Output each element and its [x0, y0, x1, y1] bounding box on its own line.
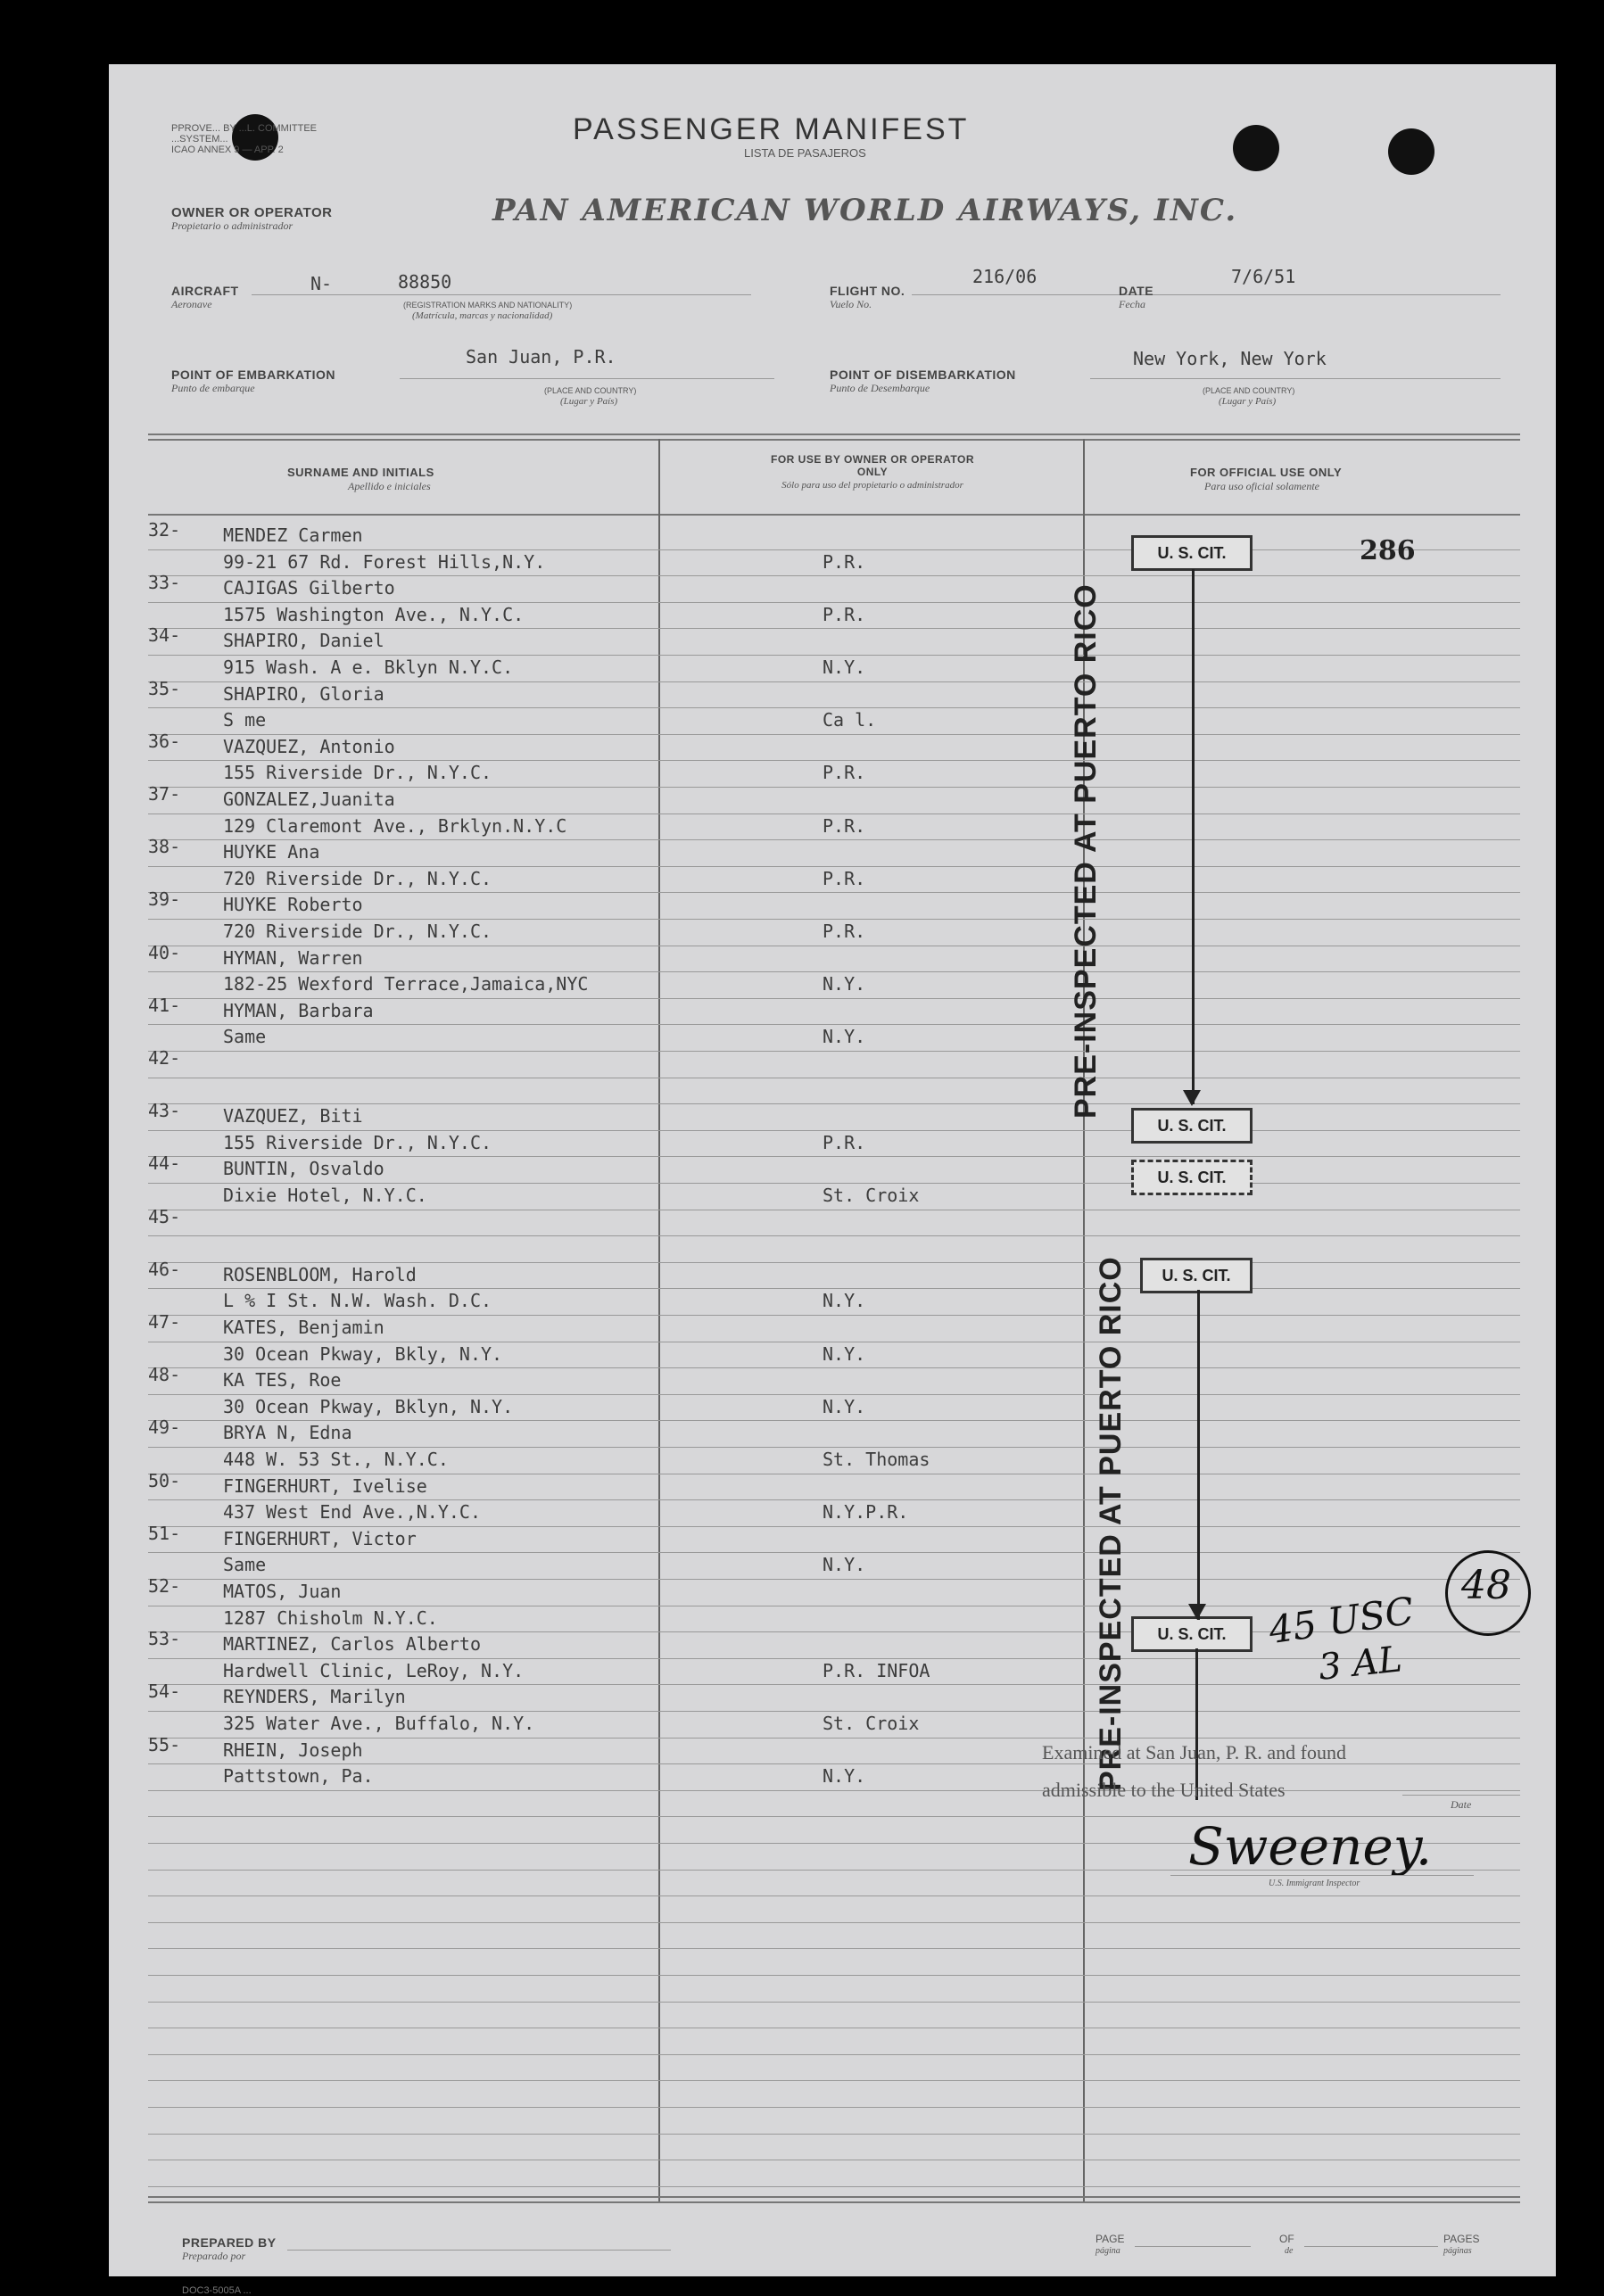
disembarkation-value: New York, New York — [1133, 348, 1327, 369]
operator-use-value: N.Y. — [823, 1554, 866, 1576]
rule-line — [148, 1447, 1520, 1448]
aircraft-label: AIRCRAFT — [171, 284, 239, 298]
flight-label: FLIGHT NO. — [830, 284, 905, 298]
embarkation-value: San Juan, P.R. — [466, 346, 616, 368]
rule-line — [148, 1156, 1520, 1157]
rule-line — [148, 1051, 1520, 1052]
embarkation-label-es: Punto de embarque — [171, 382, 255, 394]
passenger-name: FINGERHURT, Victor — [223, 1527, 417, 1549]
passenger-name: HUYKE Roberto — [223, 894, 363, 916]
embarkation-label: POINT OF EMBARKATION — [171, 368, 335, 382]
passenger-address: 720 Riverside Dr., N.Y.C. — [223, 921, 492, 942]
aircraft-prefix: N- — [310, 273, 333, 294]
document-title: PASSENGER MANIFEST — [573, 112, 970, 146]
row-number: 47- — [148, 1311, 181, 1333]
passenger-name: BRYA N, Edna — [223, 1422, 352, 1444]
passenger-name: GONZALEZ,Juanita — [223, 789, 395, 810]
owner-label-es: Propietario o administrador — [171, 219, 294, 232]
rule-line — [148, 1024, 1520, 1025]
passenger-name: RHEIN, Joseph — [223, 1739, 363, 1761]
rule-line — [148, 628, 1520, 629]
passenger-address: 155 Riverside Dr., N.Y.C. — [223, 762, 492, 784]
rule-line — [148, 1288, 1520, 1289]
passenger-address: Pattstown, Pa. — [223, 1765, 374, 1788]
arrow-line-1 — [1192, 569, 1195, 1104]
passenger-address: 1575 Washington Ave., N.Y.C. — [223, 603, 525, 625]
passenger-address: Dixie Hotel, N.Y.C. — [223, 1185, 427, 1206]
rule-line — [148, 1790, 1520, 1791]
passenger-address: 30 Ocean Pkway, Bkly, N.Y. — [223, 1342, 503, 1365]
arrow-head-2 — [1188, 1604, 1206, 1620]
arrow-head-1 — [1183, 1090, 1201, 1106]
row-number: 38- — [148, 836, 181, 858]
rule-line — [148, 1526, 1520, 1527]
operator-use-value: St. Croix — [823, 1713, 920, 1734]
row-number: 52- — [148, 1575, 181, 1597]
passenger-address: S me — [223, 709, 267, 731]
operator-use-value: N.Y. — [823, 1342, 866, 1365]
rule-line — [148, 892, 1520, 893]
passenger-address: 437 West End Ave.,N.Y.C. — [223, 1501, 481, 1524]
pages-label: PAGES — [1443, 2233, 1480, 2245]
disembark-place-note: (PLACE AND COUNTRY) — [1203, 386, 1295, 395]
rule-line — [148, 2002, 1520, 2003]
pages-label-es: páginas — [1443, 2246, 1472, 2256]
operator-use-value: N.Y.P.R. — [823, 1501, 909, 1524]
embark-place-note-es: (Lugar y País) — [560, 396, 618, 407]
row-number: 51- — [148, 1522, 181, 1544]
col-header-surname-es: Apellido e iniciales — [348, 480, 431, 492]
operator-use-value: N.Y. — [823, 1026, 866, 1048]
rule-line — [148, 1262, 1520, 1263]
inspector-label: U.S. Immigrant Inspector — [1269, 1879, 1360, 1888]
us-cit-stamp-5: U. S. CIT. — [1131, 1616, 1253, 1652]
document-subtitle: LISTA DE PASAJEROS — [744, 146, 866, 160]
row-number: 42- — [148, 1047, 181, 1069]
rule-line — [148, 1684, 1520, 1685]
hand-note-al: 3 AL — [1316, 1639, 1404, 1689]
passenger-name: HYMAN, Warren — [223, 946, 363, 969]
passenger-name: CAJIGAS Gilberto — [223, 577, 395, 599]
passenger-name: SHAPIRO, Daniel — [223, 630, 384, 652]
operator-use-value: P.R. — [823, 1131, 866, 1153]
rule-line — [148, 2054, 1520, 2055]
passenger-address: 720 Riverside Dr., N.Y.C. — [223, 867, 492, 889]
hand-note-usc: 45 USC — [1266, 1588, 1417, 1653]
flight-value: 216/06 — [972, 266, 1038, 287]
official-count: 286 — [1360, 535, 1416, 566]
passenger-name: HUYKE Ana — [223, 841, 320, 863]
rule-line — [148, 707, 1520, 708]
disembark-place-note-es: (Lugar y País) — [1219, 396, 1277, 407]
punch-hole-right — [1388, 128, 1435, 175]
operator-use-value: N.Y. — [823, 1395, 866, 1417]
row-number: 37- — [148, 783, 181, 805]
row-number: 36- — [148, 730, 181, 752]
rule-line — [148, 998, 1520, 999]
passenger-address: 1287 Chisholm N.Y.C. — [223, 1606, 438, 1629]
row-number: 54- — [148, 1681, 181, 1703]
passenger-name: VAZQUEZ, Biti — [223, 1105, 363, 1127]
passenger-address: 915 Wash. A e. Bklyn N.Y.C. — [223, 657, 514, 678]
rule-line — [148, 1948, 1520, 1949]
rule-line — [148, 2186, 1520, 2187]
passenger-address: 99-21 67 Rd. Forest Hills,N.Y. — [223, 550, 546, 573]
passenger-name: REYNDERS, Marilyn — [223, 1686, 406, 1708]
disembarkation-label-es: Punto de Desembarque — [830, 382, 930, 394]
passenger-address: 182-25 Wexford Terrace,Jamaica,NYC — [223, 973, 589, 995]
punch-hole-mid — [1233, 125, 1279, 171]
form-code: DOC3-5005A ... — [182, 2285, 252, 2296]
page-label-es: página — [1096, 2246, 1120, 2256]
rule-line — [148, 1975, 1520, 1976]
row-number: 35- — [148, 677, 181, 699]
rule-line — [148, 1922, 1520, 1923]
examined-date-label: Date — [1451, 1798, 1472, 1811]
arrow-line-3 — [1195, 1648, 1198, 1800]
rule-line — [148, 1367, 1520, 1368]
passenger-address: 129 Claremont Ave., Brklyn.N.Y.C — [223, 814, 567, 837]
rule-line — [148, 1103, 1520, 1104]
col-header-owner: FOR USE BY OWNER OR OPERATOR ONLY — [770, 453, 975, 478]
preinspected-stamp-1: PRE-INSPECTED AT PUERTO RICO — [1069, 583, 1103, 1119]
prepared-by-label-es: Preparado por — [182, 2250, 246, 2262]
operator-use-value: P.R. — [823, 867, 866, 889]
date-value: 7/6/51 — [1231, 266, 1296, 287]
aircraft-label-es: Aeronave — [171, 298, 212, 310]
row-number: 48- — [148, 1364, 181, 1386]
passenger-name: MATOS, Juan — [223, 1581, 342, 1602]
operator-use-value: St. Croix — [823, 1185, 920, 1206]
row-number: 55- — [148, 1733, 181, 1755]
operator-use-value: P.R. INFOA — [823, 1659, 930, 1681]
operator-use-value: N.Y. — [823, 1290, 866, 1312]
us-cit-stamp-4: U. S. CIT. — [1140, 1258, 1253, 1293]
passenger-address: Hardwell Clinic, LeRoy, N.Y. — [223, 1659, 525, 1681]
rule-line — [148, 1130, 1520, 1131]
us-cit-stamp-1: U. S. CIT. — [1131, 535, 1253, 571]
passenger-address: L % I St. N.W. Wash. D.C. — [223, 1290, 492, 1312]
rule-line — [148, 734, 1520, 735]
aircraft-note: (REGISTRATION MARKS AND NATIONALITY) — [403, 301, 573, 310]
rule-line — [148, 2107, 1520, 2108]
rule-line — [148, 760, 1520, 761]
col-header-official-es: Para uso oficial solamente — [1204, 480, 1319, 492]
col-header-official: FOR OFFICIAL USE ONLY — [1190, 466, 1343, 479]
row-number: 39- — [148, 888, 181, 911]
rule-line — [148, 549, 1520, 550]
passenger-address: Same — [223, 1554, 267, 1576]
rule-line — [148, 1552, 1520, 1553]
row-number: 43- — [148, 1100, 181, 1122]
approval-note: PPROVE... BY ...L. COMMITTEE ...SYSTEM... ICAO ANNEX 9 — APP. 2 — [171, 123, 317, 155]
arrow-line-2 — [1197, 1290, 1200, 1620]
manifest-sheet — [109, 64, 1556, 2296]
date-label: DATE — [1119, 284, 1154, 298]
passenger-name: ROSENBLOOM, Harold — [223, 1263, 417, 1285]
rule-line — [148, 1658, 1520, 1659]
operator-use-value: P.R. — [823, 814, 866, 837]
of-label-es: de — [1285, 2246, 1294, 2256]
circled-count-text: 48 — [1461, 1563, 1511, 1608]
operator-use-value: N.Y. — [823, 657, 866, 678]
us-cit-stamp-3: U. S. CIT. — [1131, 1160, 1253, 1195]
operator-use-value: N.Y. — [823, 973, 866, 995]
row-number: 34- — [148, 624, 181, 647]
date-label-es: Fecha — [1119, 298, 1145, 310]
operator-use-value: P.R. — [823, 762, 866, 784]
passenger-address: 325 Water Ave., Buffalo, N.Y. — [223, 1713, 535, 1734]
rule-line — [148, 866, 1520, 867]
operator-use-value: St. Thomas — [823, 1449, 930, 1470]
operator-use-value: P.R. — [823, 603, 866, 625]
passenger-name: FINGERHURT, Ivelise — [223, 1474, 427, 1497]
inspector-signature: Sweeney. — [1188, 1816, 1433, 1877]
rule-line — [148, 919, 1520, 920]
passenger-address: 30 Ocean Pkway, Bklyn, N.Y. — [223, 1395, 514, 1417]
aircraft-value: 88850 — [398, 271, 452, 293]
rule-line — [148, 681, 1520, 682]
rule-line — [148, 1183, 1520, 1184]
rule-line — [148, 1235, 1520, 1236]
of-label: OF — [1279, 2233, 1294, 2245]
passenger-name: SHAPIRO, Gloria — [223, 682, 384, 705]
passenger-name: MENDEZ Carmen — [223, 524, 363, 546]
operator-use-value: P.R. — [823, 921, 866, 942]
rule-line — [148, 2134, 1520, 2135]
page-label: PAGE — [1096, 2233, 1125, 2245]
row-number: 50- — [148, 1469, 181, 1491]
owner-label: OWNER OR OPERATOR — [171, 205, 333, 220]
passenger-name: KATES, Benjamin — [223, 1317, 384, 1338]
owner-value: PAN AMERICAN WORLD AIRWAYS, INC. — [492, 193, 1238, 228]
row-number: 53- — [148, 1628, 181, 1650]
rule-line — [148, 655, 1520, 656]
rule-line — [148, 1895, 1520, 1896]
rule-line — [148, 1420, 1520, 1421]
row-number: 46- — [148, 1258, 181, 1280]
us-cit-stamp-2: U. S. CIT. — [1131, 1108, 1253, 1144]
rule-line — [148, 1579, 1520, 1580]
rule-line — [148, 1499, 1520, 1500]
col-header-owner-es: Sólo para uso del propietario o administrador — [781, 480, 963, 491]
row-number: 41- — [148, 994, 181, 1016]
rule-line — [148, 1394, 1520, 1395]
aircraft-note-es: (Matrícula, marcas y nacionalidad) — [412, 310, 553, 321]
rule-line — [148, 602, 1520, 603]
flight-label-es: Vuelo No. — [830, 298, 872, 310]
examined-line-2: admissible to the United States — [1042, 1779, 1286, 1801]
rule-line — [148, 1315, 1520, 1316]
row-number: 44- — [148, 1152, 181, 1175]
row-number: 45- — [148, 1205, 181, 1227]
preinspected-stamp-2: PRE-INSPECTED AT PUERTO RICO — [1094, 1256, 1128, 1791]
passenger-address: 448 W. 53 St., N.Y.C. — [223, 1449, 449, 1470]
rule-line — [148, 1711, 1520, 1712]
rule-line — [148, 1738, 1520, 1739]
rule-line — [148, 971, 1520, 972]
rule-line — [148, 787, 1520, 788]
operator-use-value: N.Y. — [823, 1765, 866, 1788]
embark-place-note: (PLACE AND COUNTRY) — [544, 386, 637, 395]
operator-use-value: P.R. — [823, 550, 866, 573]
row-number: 32- — [148, 519, 181, 541]
disembarkation-label: POINT OF DISEMBARKATION — [830, 368, 1016, 382]
prepared-by-label: PREPARED BY — [182, 2235, 277, 2250]
passenger-name: HYMAN, Barbara — [223, 999, 374, 1021]
row-number: 40- — [148, 941, 181, 963]
rule-line — [148, 839, 1520, 840]
row-number: 49- — [148, 1416, 181, 1439]
rule-line — [148, 575, 1520, 576]
passenger-address: Same — [223, 1026, 267, 1048]
passenger-name: VAZQUEZ, Antonio — [223, 735, 395, 757]
col-header-surname: SURNAME AND INITIALS — [287, 466, 434, 479]
passenger-address: 155 Riverside Dr., N.Y.C. — [223, 1131, 492, 1153]
operator-use-value: Ca l. — [823, 709, 877, 731]
rule-line — [148, 2080, 1520, 2081]
passenger-name: MARTINEZ, Carlos Alberto — [223, 1633, 481, 1656]
row-number: 33- — [148, 572, 181, 594]
examined-line-1: Examined at San Juan, P. R. and found — [1042, 1741, 1346, 1763]
passenger-name: KA TES, Roe — [223, 1369, 342, 1392]
passenger-name: BUNTIN, Osvaldo — [223, 1158, 384, 1180]
